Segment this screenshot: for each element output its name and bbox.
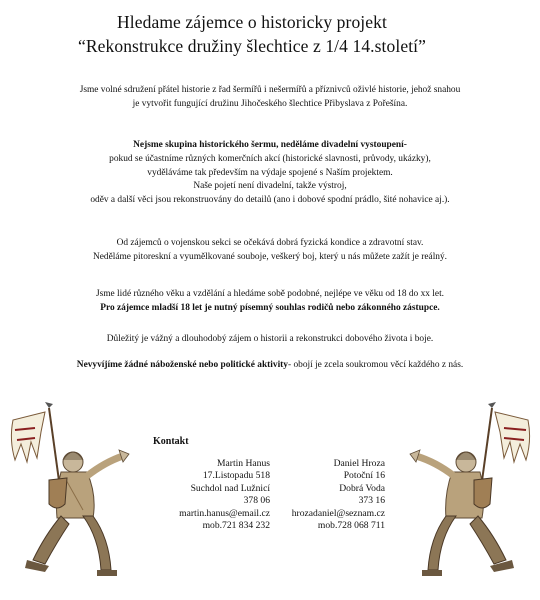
- text-line: Nejsme skupina historického šermu, neděláme divadelní vystoupení-: [133, 140, 407, 150]
- not-a-stage-group-paragraph: [0, 139, 540, 208]
- intro-paragraph: [0, 84, 540, 112]
- contact-zip: 373 16: [358, 495, 385, 507]
- contact-city: Suchdol nad Lužnicí: [190, 482, 270, 494]
- contact-daniel-hroza: [285, 458, 385, 532]
- text-line: Neděláme pitoreskní a vyumělkované souboje, veškerý boj, který u nás můžete zažít je reálný.: [92, 251, 448, 262]
- contact-phone: mob.728 068 711: [317, 520, 385, 532]
- text-line: Jsme lidé různého věku a vzdělání a hledáme sobě podobné, nejlépe ve věku od 18 do xx let.: [95, 289, 445, 299]
- age-paragraph: [0, 288, 540, 316]
- requirements-paragraph: [0, 237, 540, 265]
- contact-street: 17.Listopadu 518: [202, 470, 270, 482]
- contact-street: Potoční 16: [343, 470, 385, 482]
- knight-illustration-left: [5, 400, 135, 585]
- contact-name: Daniel Hroza: [333, 458, 385, 469]
- text-line: pokud se účastníme různých komerčních akcí (historické slavnosti, průvody, ukázky),: [109, 153, 431, 164]
- text-line: Pro zájemce mladší 18 let je nutný písemný souhlas rodičů nebo zákonného zástupce.: [100, 302, 440, 313]
- contact-martin-hanus: [115, 458, 270, 532]
- contact-city: Dobrá Voda: [339, 482, 385, 494]
- text-line: je vytvořit fungující družinu Jihočeského šlechtice Přibyslava z Pořešína.: [132, 98, 408, 109]
- knight-illustration-right: [400, 400, 535, 585]
- title-line-2: “Rekonstrukce družiny šlechtice z 1/4 14.století”: [78, 36, 426, 56]
- contact-zip: 378 06: [243, 495, 270, 507]
- contact-email: hrozadaniel@seznam.cz: [291, 507, 385, 519]
- title-line-1: Hledame zájemce o historicky projekt: [117, 12, 387, 32]
- contact-name: Martin Hanus: [216, 458, 270, 469]
- interest-paragraph: Důležitý je vážný a dlouhodobý zájem o historii a rekonstrukci dobového života i boje.: [106, 334, 434, 344]
- text-line: Jsme volné sdružení přátel historie z řad šermířů i nešermířů a příznivců oživlé historie, jehož snahou: [79, 85, 461, 95]
- text-line: vyděláváme tak především na výdaje spojené s Naším projektem.: [147, 167, 393, 178]
- contact-email: martin.hanus@email.cz: [179, 507, 270, 519]
- contact-heading: Kontakt: [153, 436, 189, 447]
- text-line: Od zájemců o vojenskou sekci se očekává dobrá fyzická kondice a zdravotní stav.: [116, 238, 424, 248]
- contact-phone: mob.721 834 232: [202, 520, 270, 532]
- text-line: Naše pojetí není divadelní, takže výstroj,: [193, 181, 347, 192]
- text: - obojí je zcela soukromou věcí každého z nás.: [288, 360, 464, 370]
- no-religion-politics-paragraph: [0, 359, 540, 373]
- bold-text: Nevyvíjíme žádné náboženské nebo politické aktivity: [76, 360, 288, 370]
- text-line: oděv a další věci jsou rekonstruovány do detailů (ano i dobové spodní prádlo, šité nohavice aj.).: [90, 195, 450, 206]
